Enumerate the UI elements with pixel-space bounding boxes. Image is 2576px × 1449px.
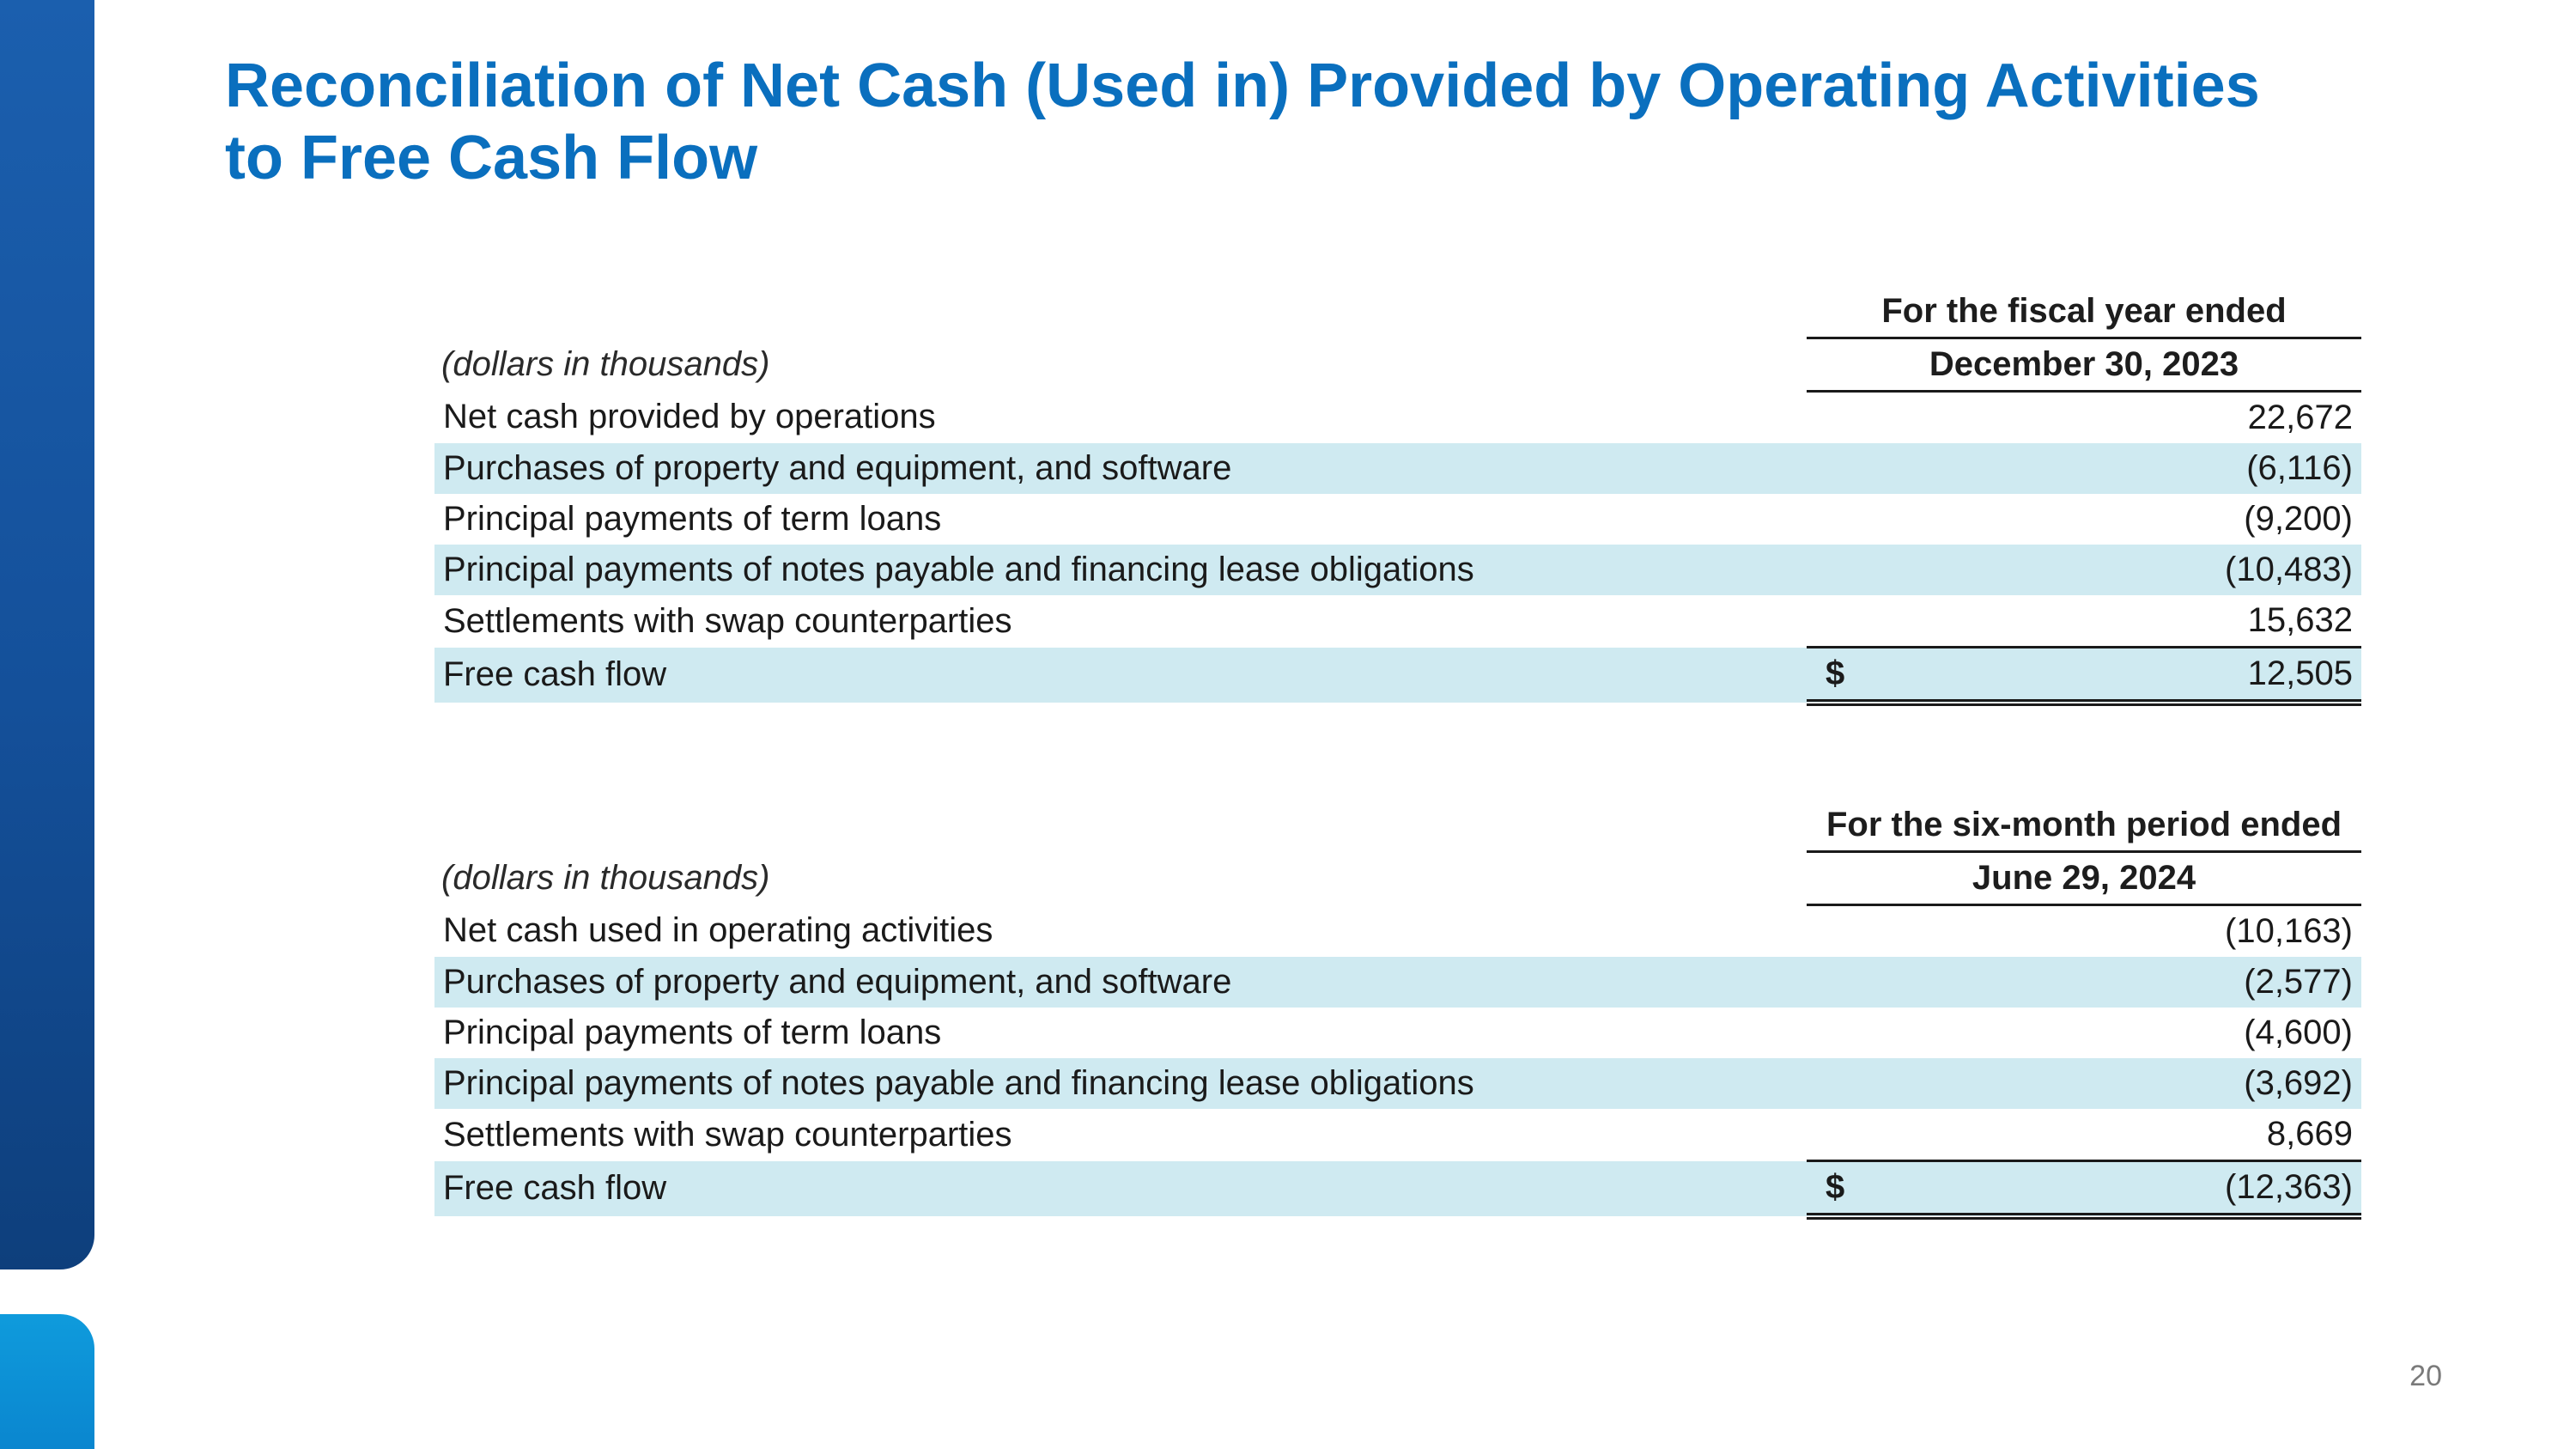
row-label: Principal payments of notes payable and financing lease obligations xyxy=(434,545,1807,595)
table-row xyxy=(434,595,2361,648)
row-currency xyxy=(1807,443,1884,494)
row-label: Principal payments of term loans xyxy=(443,500,942,538)
table-header-row xyxy=(434,286,2361,338)
row-label: Principal payments of notes payable and financing lease obligations xyxy=(434,1058,1807,1109)
row-label: Settlements with swap counterparties xyxy=(443,601,1012,640)
page-number: 20 xyxy=(2409,1360,2442,1392)
row-currency: $ xyxy=(1807,1161,1884,1217)
units-label: (dollars in thousands) xyxy=(441,859,770,897)
row-value: (6,116) xyxy=(1884,443,2361,494)
period-header: For the six-month period ended xyxy=(1807,800,2361,852)
row-currency xyxy=(1807,957,1884,1008)
row-value: (9,200) xyxy=(2244,500,2353,538)
row-currency xyxy=(1807,494,1884,545)
row-value: 8,669 xyxy=(2266,1115,2353,1153)
slide-title xyxy=(225,50,2509,194)
row-label: Settlements with swap counterparties xyxy=(443,1115,1012,1154)
row-label: Principal payments of term loans xyxy=(443,1014,942,1051)
sidebar-accent-top xyxy=(0,0,94,1269)
table-header-row xyxy=(434,852,2361,905)
row-value: (4,600) xyxy=(2244,1014,2353,1051)
fiscal-year-table xyxy=(434,286,2361,706)
six-month-table xyxy=(434,800,2361,1220)
date-header: June 29, 2024 xyxy=(1807,852,2361,905)
table-row xyxy=(434,1109,2361,1161)
table-row xyxy=(434,957,2361,1008)
table-row xyxy=(434,443,2361,494)
row-currency xyxy=(1807,1008,1884,1058)
row-label: Net cash provided by operations xyxy=(443,398,936,436)
table-row xyxy=(434,392,2361,444)
row-label: Net cash used in operating activities xyxy=(443,911,993,950)
table-row xyxy=(434,545,2361,595)
row-value: (10,483) xyxy=(1884,545,2361,595)
row-value: (10,163) xyxy=(2225,912,2353,950)
row-label: Free cash flow xyxy=(434,648,1807,703)
table-row xyxy=(434,494,2361,545)
row-currency xyxy=(1807,392,1884,444)
table-row xyxy=(434,905,2361,958)
row-value: (12,363) xyxy=(1884,1161,2361,1217)
row-currency xyxy=(1807,545,1884,595)
row-label: Purchases of property and equipment, and software xyxy=(434,443,1807,494)
sidebar-accent-bottom xyxy=(0,1314,94,1449)
total-row xyxy=(434,648,2361,703)
row-value: 15,632 xyxy=(2247,601,2353,639)
period-header: For the fiscal year ended xyxy=(1807,286,2361,338)
row-currency xyxy=(1807,1109,1884,1161)
units-label: (dollars in thousands) xyxy=(441,345,770,383)
slide-title-line-2: to Free Cash Flow xyxy=(225,124,758,192)
table-header-row xyxy=(434,800,2361,852)
date-header: December 30, 2023 xyxy=(1807,338,2361,392)
row-currency: $ xyxy=(1807,648,1884,703)
row-value: (2,577) xyxy=(1884,957,2361,1008)
row-label: Free cash flow xyxy=(434,1161,1807,1217)
row-currency xyxy=(1807,905,1884,958)
row-currency xyxy=(1807,595,1884,648)
table-row xyxy=(434,1058,2361,1109)
slide-title-line-1: Reconciliation of Net Cash (Used in) Provided by Operating Activities xyxy=(225,52,2260,120)
row-value: 12,505 xyxy=(1884,648,2361,703)
row-label: Purchases of property and equipment, and software xyxy=(434,957,1807,1008)
table-header-row xyxy=(434,338,2361,392)
table-row xyxy=(434,1008,2361,1058)
row-value: (3,692) xyxy=(1884,1058,2361,1109)
total-row xyxy=(434,1161,2361,1217)
row-currency xyxy=(1807,1058,1884,1109)
row-value: 22,672 xyxy=(2247,399,2353,436)
